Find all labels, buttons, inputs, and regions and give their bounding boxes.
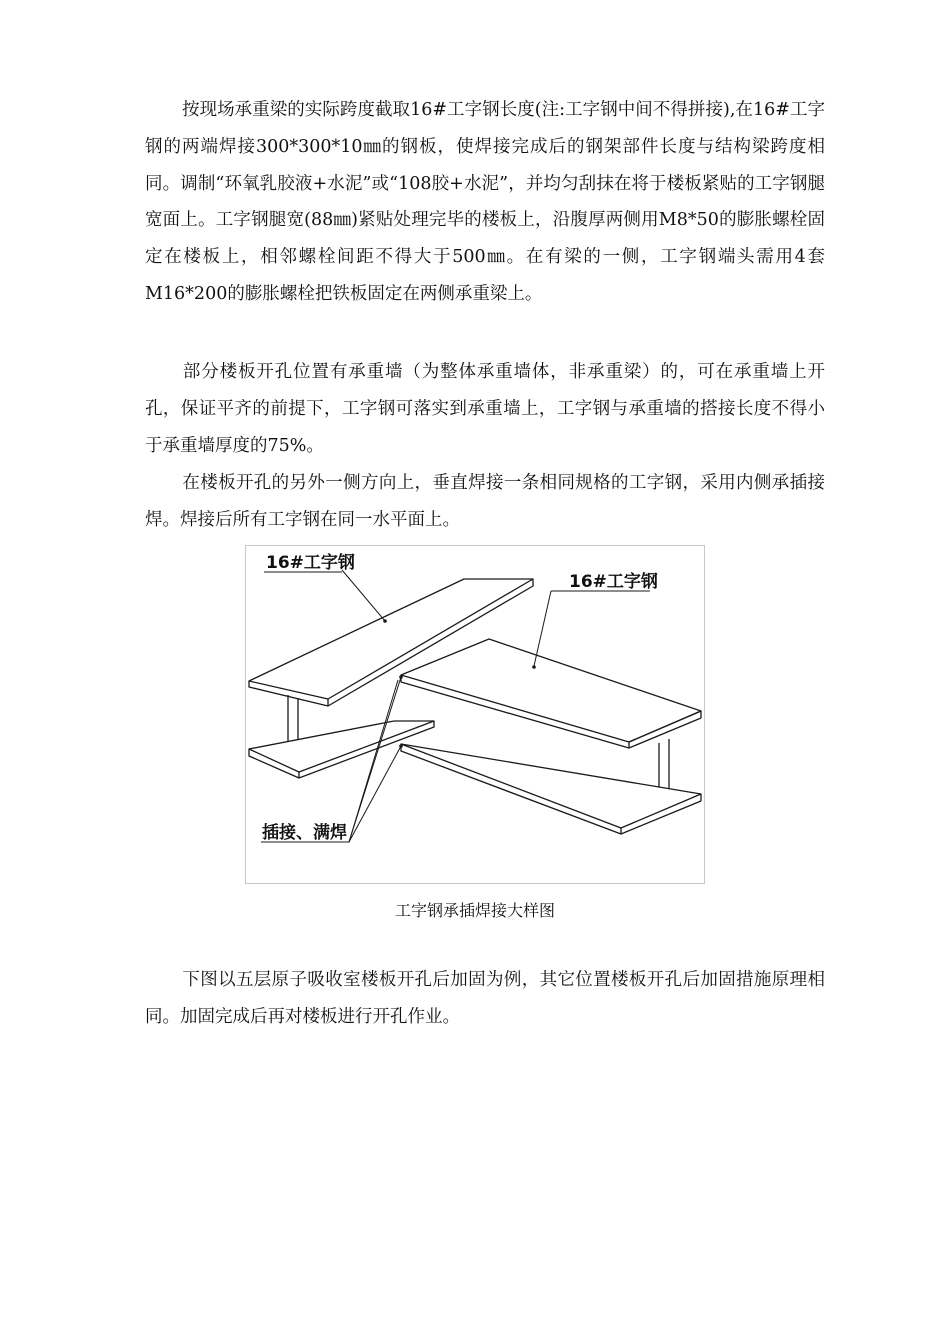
weld-point-dot xyxy=(399,744,403,748)
paragraph-1-text: 按现场承重梁的实际跨度截取16#工字钢长度(注:工字钢中间不得拼接),在16#工字钢的两端焊接300*300*10㎜的钢板，使焊接完成后的钢架部件长度与结构梁跨度相同。调制“环氧乳胶液+水泥”或“108胶+水泥”，并均匀刮抹在将于楼板紧贴的工字钢腿宽面上。工字钢腿宽(88㎜)紧贴处理完毕的楼板上，沿腹厚两侧用M8*50的膨胀螺栓固定在楼板上，相邻螺栓间距不得大于500㎜。在有梁的一侧，工字钢端头需用4套M16*200的膨胀螺栓把铁板固定在两侧承重梁上。 xyxy=(145,100,825,304)
label-weld: 插接、满焊 xyxy=(262,823,347,843)
figure-caption: 工字钢承插焊接大样图 xyxy=(394,901,555,920)
leader-line-right-label xyxy=(534,591,551,666)
paragraph-2 xyxy=(145,354,825,464)
weld-point-dot xyxy=(532,665,536,669)
paragraph-3 xyxy=(145,465,825,539)
paragraph-4-text: 下图以五层原子吸收室楼板开孔后加固为例，其它位置楼板开孔后加固措施原理相同。加固完成后再对楼板进行开孔作业。 xyxy=(145,970,825,1027)
i-beam-drawing xyxy=(246,546,706,885)
paragraph-1 xyxy=(145,92,825,313)
weld-point-dot xyxy=(399,675,403,679)
right-beam-top-flange xyxy=(401,639,701,748)
right-beam-bottom-flange xyxy=(401,744,701,834)
i-beam-weld-detail-figure xyxy=(245,545,705,884)
leader-line-left-label xyxy=(342,570,385,621)
paragraph-4 xyxy=(145,962,825,1036)
label-right-beam: 16#工字钢 xyxy=(569,572,658,592)
paragraph-2-text: 部分楼板开孔位置有承重墙（为整体承重墙体，非承重梁）的，可在承重墙上开孔，保证平齐的前提下，工字钢可落实到承重墙上，工字钢与承重墙的搭接长度不得小于承重墙厚度的75%。 xyxy=(145,362,825,456)
label-left-beam: 16#工字钢 xyxy=(266,553,355,573)
paragraph-3-text: 在楼板开孔的另外一侧方向上，垂直焊接一条相同规格的工字钢，采用内侧承插接焊。焊接后所有工字钢在同一水平面上。 xyxy=(145,473,825,530)
weld-point-dot xyxy=(383,619,387,623)
